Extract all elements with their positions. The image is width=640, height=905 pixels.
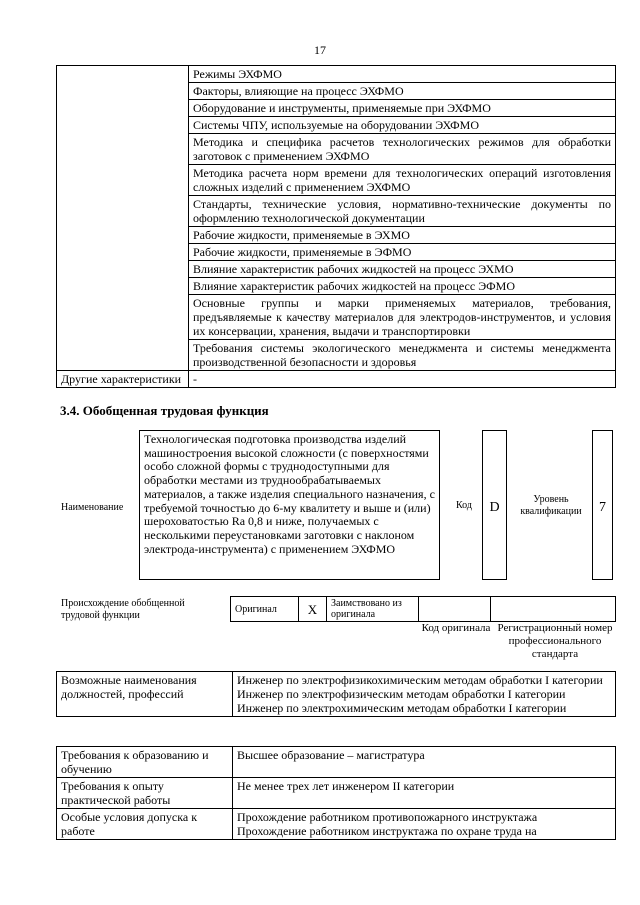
knowledge-item: Методика расчета норм времени для технологических операций изготовления сложных изделий с применением ЭХФМО (189, 165, 616, 196)
origin-reg-caption: Регистрационный номер профессионального стандарта (497, 622, 613, 660)
level-value: 7 (592, 430, 613, 580)
table-row (57, 778, 616, 809)
code-value: D (482, 430, 507, 580)
knowledge-item: Рабочие жидкости, применяемые в ЭХМО (189, 227, 616, 244)
function-name-box: Технологическая подготовка производства изделий машиностроения высокой сложности (с поверхностями особо сложной формы с труднодоступными для обработки местами из труднообрабатываемых материалов, а также изделия специального назначения, с требуемой точностью до 6-му квалитету и выше и (или) шероховатостью Ra 0,8 и ниже, получаемых с несколькими переустановками заготовки с наклоном электрода-инструмента) с применением ЭХФМО (139, 430, 440, 580)
table-row (57, 809, 616, 840)
origin-table (230, 596, 616, 622)
origin-reg-cell (491, 597, 616, 622)
positions-list (233, 672, 616, 717)
knowledge-item: Оборудование и инструменты, применяемые при ЭХФМО (189, 100, 616, 117)
requirement-value: Высшее образование – магистратура (233, 747, 616, 778)
knowledge-item: Системы ЧПУ, используемые на оборудовании ЭХФМО (189, 117, 616, 134)
table-row (231, 597, 616, 622)
page-number: 17 (314, 43, 326, 57)
knowledge-item: Стандарты, технические условия, нормативно-технические документы по оформлению технологической документации (189, 196, 616, 227)
list-item: Инженер по электрохимическим методам обработки I категории (237, 701, 567, 715)
knowledge-table (56, 65, 616, 388)
original-label: Оригинал (231, 597, 299, 622)
table-row (57, 371, 616, 388)
list-item: Прохождение работником инструктажа по охране труда на (237, 824, 537, 838)
knowledge-item: Режимы ЭХФМО (189, 66, 616, 83)
requirement-value (233, 809, 616, 840)
list-item: Инженер по электрофизическим методам обработки I категории (237, 687, 566, 701)
positions-label: Возможные наименования должностей, профессий (57, 672, 233, 717)
knowledge-item: Факторы, влияющие на процесс ЭХФМО (189, 83, 616, 100)
requirement-label: Требования к опыту практической работы (57, 778, 233, 809)
other-characteristics-label: Другие характеристики (57, 371, 189, 388)
level-label: Уровень квалификации (520, 494, 582, 517)
knowledge-item: Влияние характеристик рабочих жидкостей на процесс ЭХМО (189, 261, 616, 278)
knowledge-item: Влияние характеристик рабочих жидкостей на процесс ЭФМО (189, 278, 616, 295)
origin-code-cell (419, 597, 491, 622)
original-mark: X (299, 597, 327, 622)
knowledge-item: Требования системы экологического менеджмента и системы менеджмента производственной безопасности и здоровья (189, 340, 616, 371)
section-title: 3.4. Обобщенная трудовая функция (60, 403, 269, 418)
requirement-label: Требования к образованию и обучению (57, 747, 233, 778)
origin-label: Происхождение обобщенной трудовой функции (61, 598, 185, 621)
code-label: Код (456, 500, 472, 511)
requirement-label: Особые условия допуска к работе (57, 809, 233, 840)
requirement-value: Не менее трех лет инженером II категории (233, 778, 616, 809)
table-row (57, 66, 616, 83)
requirements-table (56, 746, 616, 840)
other-characteristics-value: - (189, 371, 616, 388)
list-item: Инженер по электрофизикохимическим методам обработки I категории (237, 673, 603, 687)
knowledge-item: Рабочие жидкости, применяемые в ЭФМО (189, 244, 616, 261)
borrowed-label: Заимствовано из оригинала (327, 597, 419, 622)
name-label: Наименование (61, 502, 124, 513)
positions-table (56, 671, 616, 717)
table-row (57, 747, 616, 778)
knowledge-item: Методика и специфика расчетов технологических режимов для обработки заготовок с применением ЭХФМО (189, 134, 616, 165)
table-row (57, 672, 616, 717)
knowledge-item: Основные группы и марки применяемых материалов, требования, предъявляемые к качеству материалов для электродов-инструментов, и условия их консервации, хранения, выдачи и транспортировки (189, 295, 616, 340)
knowledge-label-cell (57, 66, 189, 371)
list-item: Прохождение работником противопожарного инструктажа (237, 810, 538, 824)
origin-code-caption: Код оригинала (421, 622, 491, 634)
